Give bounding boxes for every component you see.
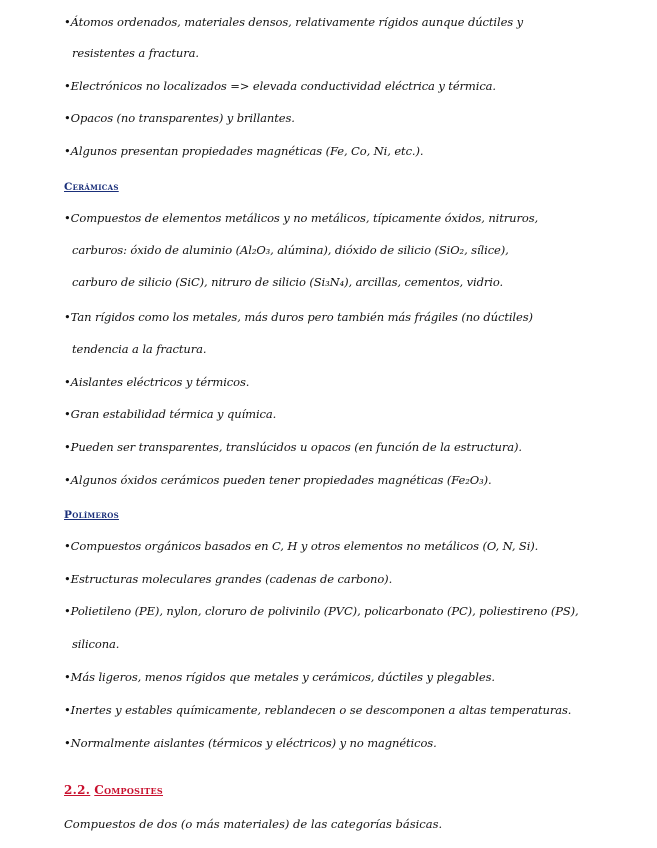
metal-property-2: •Electrónicos no localizados => elevada conductividad eléctrica y térmica. xyxy=(64,79,496,93)
polymer-property-3: •Polietileno (PE), nylon, cloruro de polivinilo (PVC), policarbonato (PC), poliestireno (PS), xyxy=(64,604,579,618)
ceramic-property-5: •Pueden ser transparentes, translúcidos u opacos (en función de la estructura). xyxy=(64,440,522,454)
section-heading-ceramicas: Cerámicas xyxy=(64,181,119,193)
ceramic-property-2-cont: tendencia a la fractura. xyxy=(72,342,207,356)
polymer-property-2: •Estructuras moleculares grandes (cadenas de carbono). xyxy=(64,572,393,586)
section-heading-composites xyxy=(64,783,163,797)
section-title: Composites xyxy=(94,783,163,797)
ceramic-property-1-cont-a: carburos: óxido de aluminio (Al₂O₃, alúmina), dióxido de silicio (SiO₂, sílice), xyxy=(72,243,509,257)
polymer-property-1: •Compuestos orgánicos basados en C, H y otros elementos no metálicos (O, N, Si). xyxy=(64,539,539,553)
section-number: 2.2. xyxy=(64,783,91,797)
composites-definition: Compuestos de dos (o más materiales) de las categorías básicas. xyxy=(64,817,443,831)
polymer-property-6: •Normalmente aislantes (térmicos y eléctricos) y no magnéticos. xyxy=(64,736,437,750)
section-heading-polimeros: Polímeros xyxy=(64,509,119,521)
ceramic-property-6: •Algunos óxidos cerámicos pueden tener propiedades magnéticas (Fe₂O₃). xyxy=(64,473,492,487)
polymer-property-3-cont: silicona. xyxy=(72,637,120,651)
metal-property-3: •Opacos (no transparentes) y brillantes. xyxy=(64,111,295,125)
ceramic-property-3: •Aislantes eléctricos y térmicos. xyxy=(64,375,250,389)
ceramic-property-2: •Tan rígidos como los metales, más duros pero también más frágiles (no dúctiles) xyxy=(64,310,533,324)
ceramic-property-1: •Compuestos de elementos metálicos y no metálicos, típicamente óxidos, nitruros, xyxy=(64,211,539,225)
metal-property-4: •Algunos presentan propiedades magnéticas (Fe, Co, Ni, etc.). xyxy=(64,144,424,158)
metal-property-1: •Átomos ordenados, materiales densos, relativamente rígidos aunque dúctiles y xyxy=(64,15,524,29)
metal-property-1-cont: resistentes a fractura. xyxy=(72,46,199,60)
ceramic-property-4: •Gran estabilidad térmica y química. xyxy=(64,407,277,421)
polymer-property-5: •Inertes y estables químicamente, reblandecen o se descomponen a altas temperaturas. xyxy=(64,703,572,717)
ceramic-property-1-cont-b: carburo de silicio (SiC), nitruro de silicio (Si₃N₄), arcillas, cementos, vidrio. xyxy=(72,275,504,289)
polymer-property-4: •Más ligeros, menos rígidos que metales y cerámicos, dúctiles y plegables. xyxy=(64,670,495,684)
